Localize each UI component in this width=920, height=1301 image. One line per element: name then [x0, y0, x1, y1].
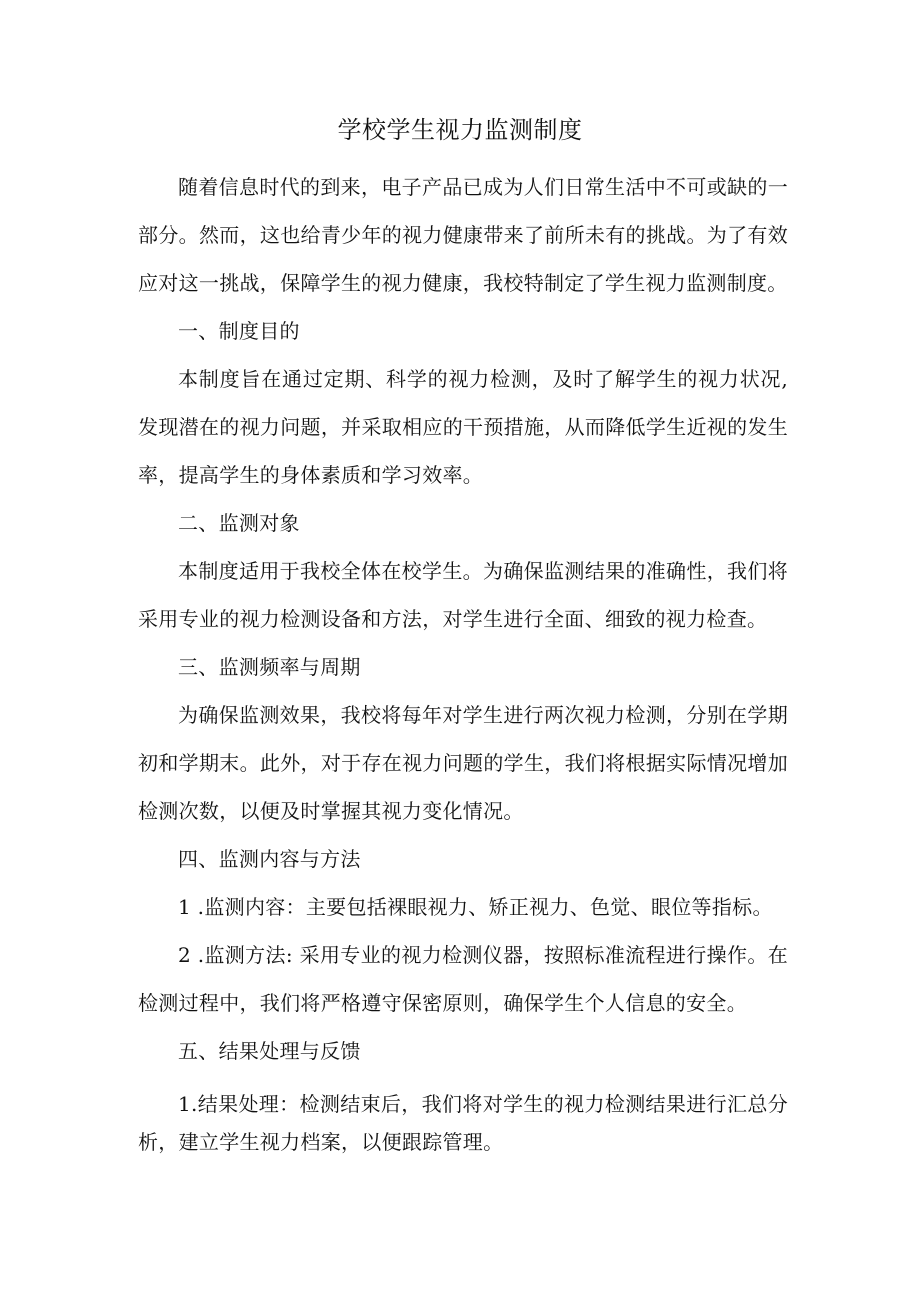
section-heading-results: 五、结果处理与反馈 [178, 1039, 361, 1063]
document-body [138, 163, 788, 1161]
document-title: 学校学生视力监测制度 [337, 116, 583, 144]
section-paragraph-subjects: 本制度适用于我校全体在校学生。为确保监测结果的准确性，我们将采用专业的视力检测设备和方法，对学生进行全面、细致的视力检查。 [138, 559, 788, 631]
section-heading-content-method: 四、监测内容与方法 [178, 847, 361, 871]
section-heading-purpose: 一、制度目的 [178, 319, 300, 343]
section-paragraph-frequency: 为确保监测效果，我校将每年对学生进行两次视力检测，分别在学期初和学期末。此外，对于存在视力问题的学生，我们将根据实际情况增加检测次数，以便及时掌握其视力变化情况。 [138, 703, 788, 823]
section-paragraph-purpose: 本制度旨在通过定期、科学的视力检测，及时了解学生的视力状况,发现潜在的视力问题，并采取相应的干预措施，从而降低学生近视的发生率，提高学生的身体素质和学习效率。 [138, 367, 788, 487]
section-item-results-processing: 1.结果处理：检测结束后，我们将对学生的视力检测结果进行汇总分析，建立学生视力档案，以便跟踪管理。 [138, 1092, 788, 1154]
intro-paragraph: 随着信息时代的到来，电子产品已成为人们日常生活中不可或缺的一部分。然而，这也给青少年的视力健康带来了前所未有的挑战。为了有效应对这一挑战，保障学生的视力健康，我校特制定了学生视力监测制度。 [138, 175, 788, 295]
section-heading-subjects: 二、监测对象 [178, 511, 300, 535]
section-item-content: 1 .监测内容：主要包括裸眼视力、矫正视力、色觉、眼位等指标。 [178, 895, 773, 919]
section-heading-frequency: 三、监测频率与周期 [178, 655, 361, 679]
section-item-method: 2 .监测方法: 采用专业的视力检测仪器，按照标准流程进行操作。在检测过程中，我们将严格遵守保密原则，确保学生个人信息的安全。 [138, 943, 788, 1015]
